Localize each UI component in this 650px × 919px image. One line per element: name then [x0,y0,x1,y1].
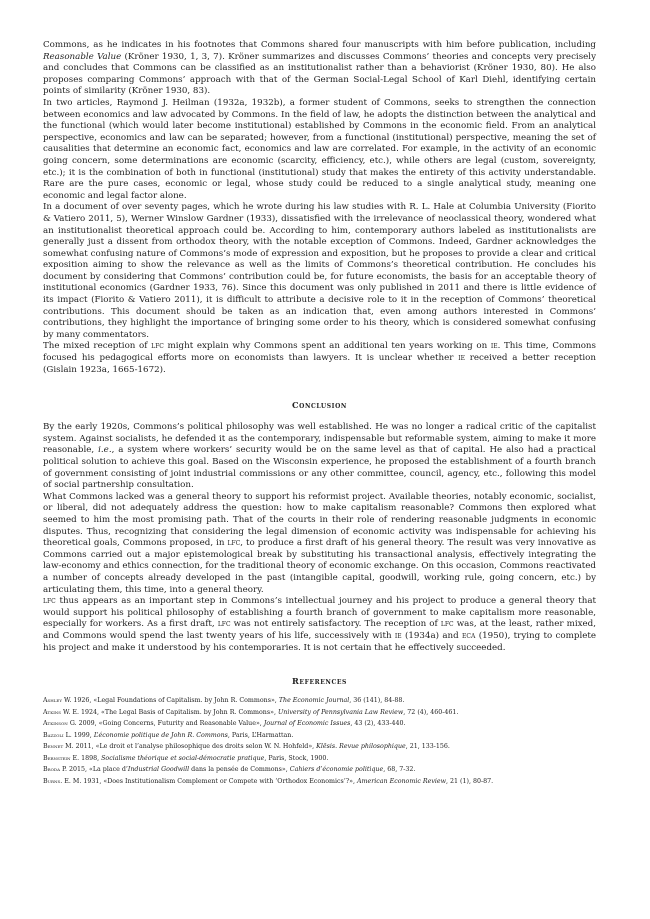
intro-section [43,40,596,376]
paragraph-kroner: Commons, as he indicates in his footnotes that Commons shared four manuscripts with him before publication, including Reasonable Value (Kröner 1930, 1, 3, 7). Kröner summarizes and discusses Commons’ theories and concepts very precisely and concludes that Commons can be classified as an institutionalist rather than a behaviorist (Kröner 1930, 80). He also proposes comparing Commons’ approach with that of the German Social-Legal School of Karl Diehl, identifying certain points of similarity (Kröner 1930, 83). [43,40,596,97]
conclusion-heading: Conclusion [292,400,347,411]
reference-bernstein: Bernstein E. 1898, Socialisme théorique et social-démocratie pratique, Paris, Stock, 1900. [43,754,329,762]
reference-atkins: Atkins W. E. 1924, «The Legal Basis of Capitalism. by John R. Commons», University of Pennsylvania Law Review, 72 (4), 460-461. [43,708,459,716]
references-list [43,695,596,787]
paragraph-conclusion-3: lfc thus appears as an important step in Commons’s intellectual journey and his project to produce a general theory that would support his political philosophy of establishing a fourth branch of government to make capitalism more reasonable, especially for workers. As a first draft, lfc was not entirely satisfactory. The reception of lfc was, at the least, rather mixed, and Commons would spend the last twenty years of his life, successively with ie (1934a) and eca (1950), trying to complete his project and make it understood by his contemporaries. It is not certain that he effectively succeeded. [43,596,597,653]
reference-atkinson: Atkinson G. 2009, «Going Concerns, Futurity and Reasonable Value», Journal of Economic Issues, 43 (2), 433-440. [43,720,406,728]
reference-ashley: Ashley W. 1926, «Legal Foundations of Capitalism. by John R. Commons», The Economic Journal, 36 (141), 84-88. [43,697,405,705]
references-heading: References [292,676,347,687]
reference-bennet: Bennet M. 2011, «Le droit et l’analyse philosophique des droits selon W. N. Hohfeld», Klēsis. Revue philosophique, 21, 133-156. [43,743,450,751]
reference-burns: Burns. E. M. 1931, «Does Institutionalism Complement or Compete with ‘Orthodox Economics’?», American Economic Review, 21 (1), 80-87. [43,777,494,785]
paragraph-conclusion-1: By the early 1920s, Commons’s political philosophy was well established. He was no longer a radical critic of the capitalist system. Against socialists, he defended it as the contemporary, indispensable but reformable system, aiming to make it more reasonable, i.e., a system where workers’ security would be on the same level as that of capital. He also had a practical political solution to achieve this goal. Based on the Wisconsin experience, he proposed the establishment of a fourth branch of government consisting of joint industrial commissions or any other committee, council, agency, etc., following this model of social partnership consultation. [43,422,596,491]
paragraph-conclusion-2: What Commons lacked was a general theory to support his reformist project. Available theories, notably economic, socialist, or liberal, did not adequately address the question: how to make capitalism reasonable? Commons then explored what seemed to him the most promising path. That of the courts in their role of rendering reasonable judgments in economic disputes. Thus, recognizing that considering the legal dimension of economic activity was indispensable for achieving his theoretical goals, Commons proposed, in lfc, to produce a first draft of his general theory. The result was very innovative as Commons carried out a major epistemological break by substituting his transactional analysis, effectively integrating the law-economy and ethics connection, for the traditional theory of economic exchange. On this occasion, Commons reactivated a number of concepts already developed in the past (intangible capital, goodwill, working rule, going concern, etc.) by articulating them, this time, into a general theory. [43,491,597,595]
conclusion-section [43,422,596,654]
reference-broda: Broda P. 2015, «La place d’Industrial Goodwill dans la pensée de Commons», Cahiers d’économie politique, 68, 7-32. [43,766,416,774]
paragraph-gardner: In a document of over seventy pages, which he wrote during his law studies with R. L. Hale at Columbia University (Fiorito & Vatiero 2011, 5), Werner Winslow Gardner (1933), dissatisfied with the irrelevance of neoclassical theory, wondered what an institutionalist theoretical approach could be. According to him, contemporary authors labeled as institutionalists are generally just a dissent from orthodox theory, with the notable exception of Commons. Indeed, Gardner acknowledges the somewhat confusing nature of Commons’s mode of expression and exposition, but he proposes to provide a clear and critical exposition aiming to show the relevance as well as the limits of Commons’s theoretical contribution. He concludes his document by considering that Commons’ contribution could be, for future economists, the basis for an acceptable theory of institutional economics (Gardner 1933, 76). Since this document was only published in 2011 and there is little evidence of its impact (Fiorito & Vatiero 2011), it is difficult to attribute a decisive role to it in the reception of Commons’ theoretical contributions. This document should be taken as an indication that, even among authors interested in Commons’ contributions, they highlight the importance of bringing some order to his theory, which is considered somewhat confusing by many commentators. [43,202,596,340]
paragraph-heilman: In two articles, Raymond J. Heilman (1932a, 1932b), a former student of Commons, seeks to strengthen the connection between economics and law advocated by Commons. In the field of law, he adopts the distinction between the analytical and the functional (which would later become institutional) established by Commons in the economic field. From an analytical perspective, economics and law can be separated; however, from a functional (institutional) perspective, meaning the set of causalities that determine an economic fact, economics and law are correlated. For example, in the activity of an economic going concern, some determinations are economic (scarcity, efficiency, etc.), while others are legal (custom, sovereignty, etc.); it is the combination of both in functional (institutional) study that makes the entirety of this activity understandable. Rare are the pure cases, economic or legal, whose study could be reduced to a single analytical study, meaning one economic and legal factor alone. [43,97,596,201]
reference-bazzoli: Bazzoli L. 1999, L’économie politique de John R. Commons, Paris, L’Harmattan. [43,731,294,739]
paragraph-mixed-reception: The mixed reception of lfc might explain why Commons spent an additional ten years working on ie. This time, Commons focused his pedagogical efforts more on economists than lawyers. It is unclear whether ie received a better reception (Gislain 1923a, 1665-1672). [43,341,596,375]
